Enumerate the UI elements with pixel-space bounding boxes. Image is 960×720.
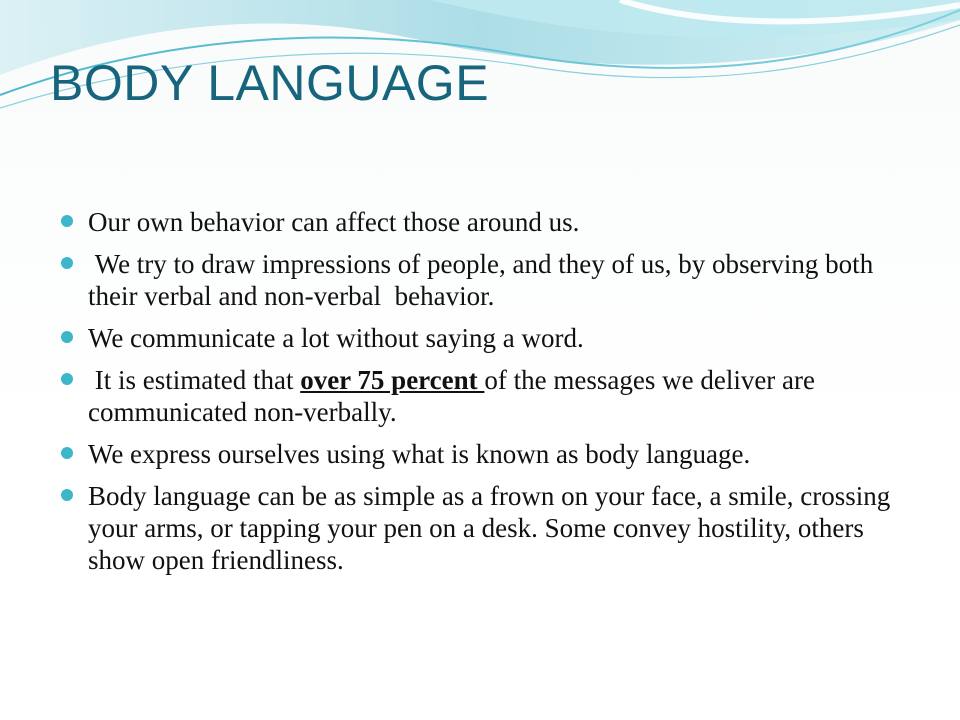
bullet-dot-icon (61, 447, 73, 459)
bullet-dot-icon (61, 373, 73, 385)
bullet-text: We express ourselves using what is known as body language. (88, 439, 751, 469)
bullet-emphasis: over 75 percent (300, 365, 485, 395)
list-item (60, 438, 920, 470)
bullet-dot-icon (61, 489, 73, 501)
slide-title: BODY LANGUAGE (50, 55, 490, 111)
bullet-dot-icon (61, 331, 73, 343)
bullet-list (60, 206, 920, 586)
bullet-text: We try to draw impressions of people, and they of us, by observing both their verbal and non-verbal behavior. (88, 249, 880, 311)
list-item (60, 322, 920, 354)
list-item (60, 480, 920, 576)
bullet-text-after: of the messages we deliver are communicated non-verbally. (88, 365, 816, 427)
bullet-text: We communicate a lot without saying a word. (88, 323, 584, 353)
bullet-dot-icon (61, 257, 73, 269)
bullet-dot-icon (61, 215, 73, 227)
bullet-text-before: It is estimated that (88, 365, 301, 395)
list-item (60, 206, 920, 238)
list-item (60, 248, 920, 312)
list-item (60, 364, 920, 428)
bullet-text: Our own behavior can affect those around us. (88, 207, 580, 237)
bullet-text: Body language can be as simple as a frown on your face, a smile, crossing your arms, or tapping your pen on a desk. Some convey hostility, others show open friendliness. (88, 481, 891, 575)
